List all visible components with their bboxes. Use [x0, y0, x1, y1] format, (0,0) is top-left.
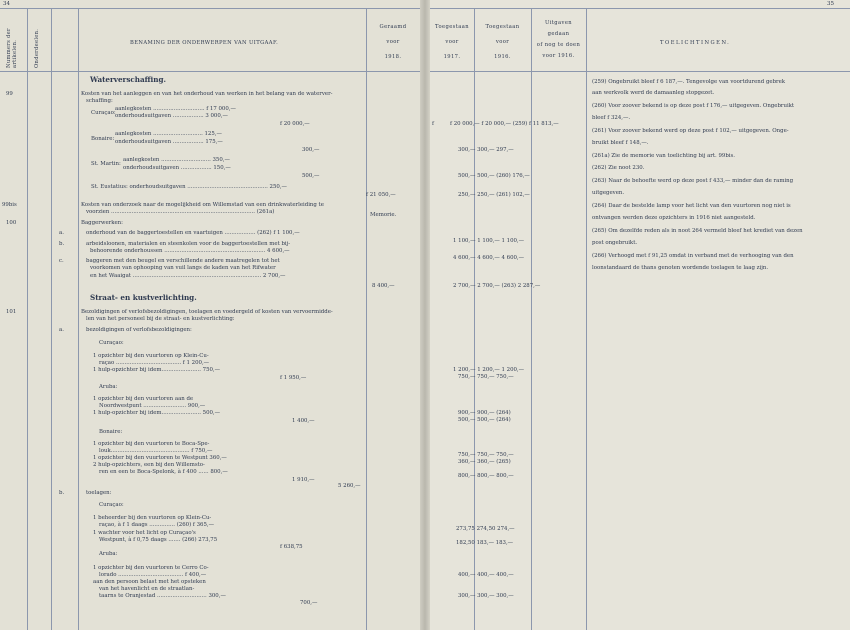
ledger-line: 1 opzichter bij den vuurtoren op Klein-Cu-	[93, 353, 209, 359]
section-title-waterverschaffing: Waterverschaffing.	[90, 75, 167, 84]
ledger-line: len van het personeel bij de straat- en kustverlichting:	[86, 316, 235, 322]
col-divider	[474, 8, 475, 630]
ledger-line: f 1 950,—	[280, 375, 307, 381]
header-line: 1918.	[384, 54, 402, 60]
ledger-line: b.	[59, 241, 65, 247]
ledger-line: 1 opzichter bij den vuurtoren te Cerro Co-	[93, 565, 209, 571]
ledger-line: 101	[6, 309, 17, 315]
ledger-line: 300,—	[302, 147, 320, 153]
ledger-line: Bezoldigingen of verlofsbezoldigingen, toelagen en voedergeld of kosten van vervoermidde-	[81, 309, 333, 315]
ledger-line: f 21 050,—	[366, 192, 396, 198]
ledger-line: f 638,75	[280, 544, 303, 550]
ledger-line: 8 400,—	[372, 283, 395, 289]
ledger-line: 1 hulp-opzichter bij idem....................... 500,—	[93, 410, 221, 416]
ledger-line: Memorie.	[370, 212, 397, 218]
note-line: uitgegeven.	[592, 190, 625, 196]
note-line: (265) Om dezelfde reden als in noot 264 vermeld bleef het krediet van dezen	[592, 228, 803, 234]
amount-line: 182,50 183,— 183,—	[456, 540, 514, 546]
ledger-line: louk.............................................. f 750,—	[99, 448, 213, 454]
ledger-line: 5 260,—	[338, 483, 361, 489]
amount-line: 300,— 300,— 300,—	[458, 593, 514, 599]
ledger-line: 1 hulp-opzichter bij idem....................... 750,—	[93, 367, 221, 373]
ledger-line: 500,—	[302, 173, 320, 179]
ledger-line: ren en een te Boca-Spelonk, à f 400 ...... 800,—	[99, 469, 228, 475]
ledger-line: St. Martin:	[91, 161, 121, 167]
ledger-line: Aruba:	[99, 384, 118, 390]
ledger-line: c.	[59, 258, 64, 264]
amount-line: 300,— 300,— 297,—	[458, 147, 514, 153]
ledger-line: Aruba:	[99, 551, 118, 557]
note-line: (263) Naar de behoefte werd op deze post f 433,— minder dan de raming	[592, 178, 794, 184]
ledger-line: a.	[59, 230, 64, 236]
ledger-line: Bonaire:	[99, 429, 123, 435]
ledger-line: taarns te Oranjestad ............................. 300,—	[99, 593, 226, 599]
ledger-line: Westpunt, à f 0,75 daags ....... (266) 273,75	[99, 537, 218, 543]
amount-line: f 20 000,— f 20 000,— (259) f 11 813,—	[450, 121, 559, 127]
col-divider	[531, 8, 532, 630]
note-line: loonstandaard de thans genoten wordende toelagen te laag zijn.	[592, 265, 769, 271]
rule-header-left	[0, 71, 420, 72]
section-title-straat: Straat- en kustverlichting.	[90, 293, 197, 302]
amount-line: 1 100,— 1 100,— 1 100,—	[453, 238, 525, 244]
header-line: Toegestaan	[485, 24, 520, 30]
note-line: post ongebruikt.	[592, 240, 638, 246]
ledger-line: 1 wachter voor het licht op Curaçao's	[93, 530, 196, 536]
ledger-line: aanlegkosten ............................. 125,—	[115, 131, 222, 137]
ledger-line: Baggerwerken:	[81, 220, 123, 226]
ledger-line: 100	[6, 220, 17, 226]
book-spine	[420, 0, 430, 630]
header-geraamd	[366, 24, 420, 61]
ledger-line: onderhoudsuitgaven .................. 175,—	[115, 139, 223, 145]
ledger-line: 1 910,—	[292, 477, 315, 483]
ledger-line: Curaçao:	[99, 502, 124, 508]
col-divider	[366, 8, 367, 630]
header-line: Toegestaan	[435, 24, 469, 30]
header-benaming: BENAMING DER ONDERWERPEN VAN UITGAAF.	[130, 40, 279, 46]
rule-header-right	[430, 71, 850, 72]
ledger-line: 99bis	[2, 202, 17, 208]
note-line: (260) Voor zoover bekend is op deze post f 176,— uitgegeven. Ongebruikt	[592, 103, 795, 109]
ledger-line: baggeren met den beugel en verschillende andere maatregelen tot het	[86, 258, 280, 264]
note-line: (264) Daar de bestelde lamp voor het licht van den vuurtoren nog niet is	[592, 203, 791, 209]
ledger-line: 700,—	[300, 600, 318, 606]
note-line: (259) Ongebruikt bleef f 6 187,—. Tengevolge van voortdurend gebrek	[592, 79, 786, 85]
ledger-line: St. Eustatius: onderhoudsuitgaven ............................................... 250,—	[91, 184, 287, 190]
rule-top-left	[0, 8, 420, 9]
ledger-line: voorkomen van ophooping van vuil langs de kaden van het Rifwater	[90, 265, 276, 271]
ledger-line: Kosten van het aanleggen en van het onderhoud van werken in het belang van de waterver-	[81, 91, 333, 97]
header-toegestaan-1917	[430, 24, 474, 61]
note-line: bleef f 324,—.	[592, 115, 631, 121]
note-line: (266) Verhoogd met f 91,25 omdat in verband met de verhooging van den	[592, 253, 794, 259]
amount-line: 750,— 750,— 750,—	[458, 452, 514, 458]
amount-line: 360,— 360,— (265)	[458, 459, 511, 465]
ledger-line: 1 beheerder bij den vuurtoren op Klein-Cu-	[93, 515, 212, 521]
ledger-line: raçao ...................................... f 1 200,—	[99, 360, 210, 366]
ledger-line: onderhoudsuitgaven .................. 150,—	[123, 165, 231, 171]
header-line: 1916.	[494, 54, 511, 60]
note-line: ontvangen werden deze opzichters in 1916 niet aangesteld.	[592, 215, 756, 221]
ledger-line: voorzien .................................................................................... (261a)	[86, 209, 275, 215]
ledger-line: raçao, à f 1 daags ............... (260) f 365,—	[99, 522, 215, 528]
header-line: Uitgaven	[544, 20, 573, 26]
ledger-line: onderhoudsuitgaven .................. 3 000,—	[115, 113, 228, 119]
header-line: voor	[495, 39, 510, 45]
amount-line: f	[432, 121, 434, 127]
ledger-line: schaffing:	[86, 98, 113, 104]
amount-line: 900,— 900,— (264)	[458, 410, 511, 416]
ledger-line: 1 400,—	[292, 418, 315, 424]
amount-line: 2 700,— 2 700,— (263) 2 287,—	[453, 283, 541, 289]
amount-line: 250,— 250,— (261) 102,—	[458, 192, 530, 198]
header-line: voor	[386, 39, 400, 45]
ledger-line: 2 hulp-opzichters, een bij den Willemsto-	[93, 462, 205, 468]
page-number-left: 34	[3, 1, 10, 7]
header-toegestaan-1916	[474, 24, 531, 61]
header-line: gedaan	[547, 31, 570, 37]
header-line: voor	[445, 39, 459, 45]
page-number-right: 35	[827, 1, 834, 7]
header-toelichtingen: TOELICHTINGEN.	[660, 40, 731, 46]
amount-line: 750,— 750,— 750,—	[458, 374, 514, 380]
ledger-line: aanlegkosten .............................. f 17 000,—	[115, 106, 236, 112]
ledger-line: van het havenlicht en de straatlan-	[99, 586, 195, 592]
ledger-line: b.	[59, 490, 65, 496]
ledger-line: toelagen:	[86, 490, 112, 496]
note-line: (262) Zie noot 230.	[592, 165, 645, 171]
ledger-line: Curaçao:	[99, 340, 124, 346]
amount-line: 500,— 500,— (260) 176,—	[458, 173, 530, 179]
ledger-line: 1 opzichter bij den vuurtoren aan de	[93, 396, 194, 402]
amount-line: 4 600,— 4 600,— 4 600,—	[453, 255, 525, 261]
ledger-line: 99	[6, 91, 13, 97]
ledger-line: behoorende onderhoussen ........................................................... 4 600,—	[90, 248, 290, 254]
note-line: (261) Voor zoover bekend werd op deze post f 102,— uitgegeven. Onge-	[592, 128, 789, 134]
amount-line: 500,— 500,— (264)	[458, 417, 511, 423]
ledger-line: Kosten van onderzoek naar de mogelijkheid om Willemstad van een drinkwaterleiding te	[81, 202, 324, 208]
col-divider	[586, 8, 587, 630]
amount-line: 273,75 274,50 274,—	[456, 526, 515, 532]
col-divider	[51, 8, 52, 630]
ledger-line: bezoldigingen of verlofsbezoldigingen:	[86, 327, 192, 333]
ledger-line: aan den persoon belast met het opsteken	[93, 579, 206, 585]
ledger-line: aanlegkosten ............................. 350,—	[123, 157, 230, 163]
note-line: aan werkvolk werd de damaanleg stopgezet.	[592, 90, 715, 96]
ledger-line: lorado ...................................... f 400,—	[99, 572, 207, 578]
ledger-line: 1 opzichter bij den vuurtoren te Westpunt 360,—	[93, 455, 227, 461]
col-divider	[27, 8, 28, 630]
header-nummers: Nummers der artikelen.	[6, 28, 18, 68]
header-line: 1917.	[443, 54, 461, 60]
ledger-line: a.	[59, 327, 64, 333]
ledger-line: arbeidsloonen, materialen en steenkolen voor de baggertoestellen met bij-	[86, 241, 291, 247]
ledger-line: en het Waaigat ........................................................................... 2 700,—	[90, 273, 286, 279]
amount-line: 400,— 400,— 400,—	[458, 572, 514, 578]
ledger-line: 1 opzichter bij den vuurtoren te Boca-Spe-	[93, 441, 210, 447]
note-line: bruikt bleef f 148,—.	[592, 140, 649, 146]
amount-line: 800,— 800,— 800,—	[458, 473, 514, 479]
col-divider	[78, 8, 79, 630]
header-uitgaven	[531, 20, 586, 60]
header-line: Geraamd	[379, 24, 407, 30]
rule-top-right	[430, 8, 850, 9]
ledger-line: Noordwestpunt ......................... 900,—	[99, 403, 206, 409]
ledger-line: Bonaire:	[91, 136, 115, 142]
amount-line: 1 200,— 1 200,— 1 200,—	[453, 367, 525, 373]
header-line: of nog te doen	[536, 42, 581, 48]
header-onderdeelen: Onderdeelen.	[34, 28, 40, 68]
ledger-line: f 20 000,—	[280, 121, 310, 127]
ledger-line: onderhoud van de baggertoestellen en vaartuigen .................. (262) f 1 100,—	[86, 230, 300, 236]
header-line: voor 1916.	[542, 53, 575, 59]
ledger-line: Curaçao:	[91, 110, 116, 116]
note-line: (261a) Zie de memorie van toelichting bij art. 99bis.	[592, 153, 735, 159]
